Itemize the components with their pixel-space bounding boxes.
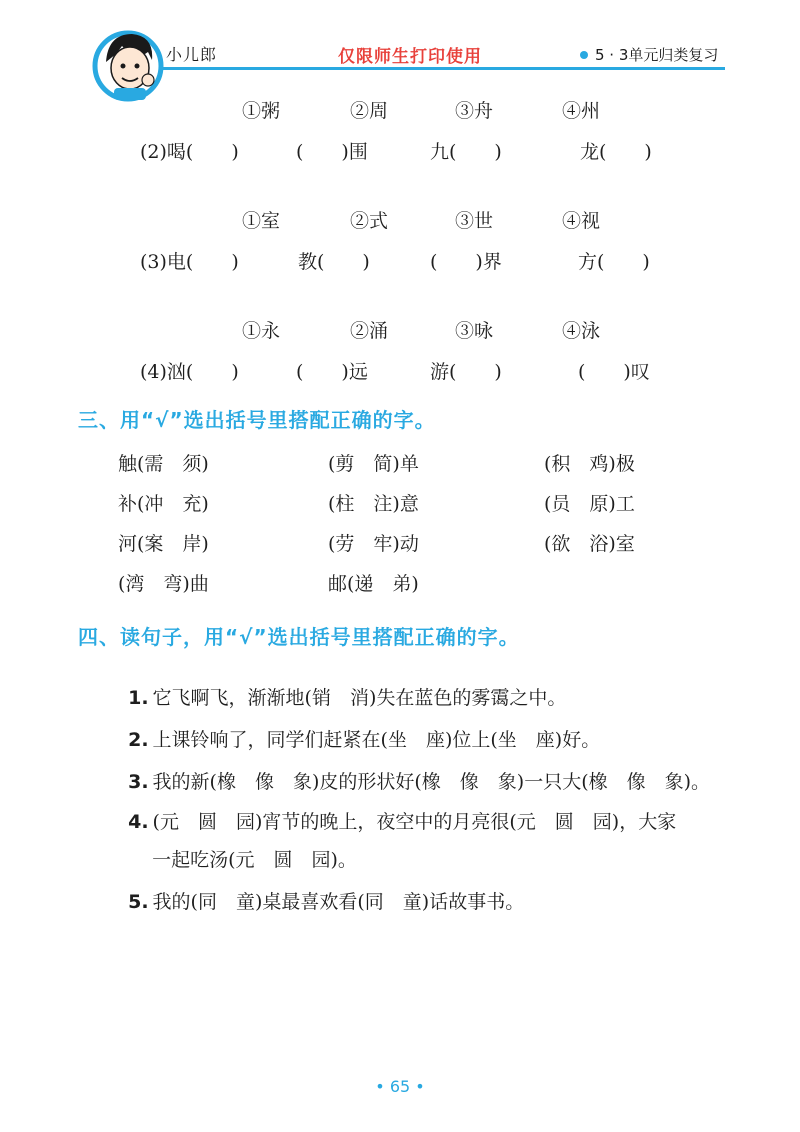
choice-word: (积 鸡)极: [544, 453, 635, 475]
fill-blank-word: ( )叹: [578, 361, 650, 383]
option: ④州: [562, 100, 601, 122]
fill-blank-word: (3)电( ): [140, 251, 239, 273]
print-notice: 仅限师生打印使用: [338, 47, 482, 67]
option: ①永: [242, 320, 281, 342]
option: ④泳: [562, 320, 601, 342]
choice-word: (剪 简)单: [328, 453, 419, 475]
fill-blank-word: 教( ): [298, 251, 370, 273]
choice-word: 河(案 岸): [118, 533, 209, 555]
option: ③世: [455, 210, 494, 232]
sentence-text: 我的新(橡 像 象)皮的形状好(橡 像 象)一只大(橡 像 象)。: [152, 771, 711, 793]
fill-blank-word: 九( ): [430, 141, 502, 163]
fill-blank-word: 游( ): [430, 361, 502, 383]
fill-blank-word: ( )围: [296, 141, 368, 163]
choice-word: (员 原)工: [544, 493, 635, 515]
fill-blank-word: 方( ): [578, 251, 650, 273]
item-number: 3.: [128, 771, 149, 793]
choice-word: 触(需 须): [118, 453, 209, 475]
page-number: • 65 •: [375, 1077, 425, 1096]
brand-name: 小儿郎: [166, 45, 218, 64]
fill-blank-word: (2)喝( ): [140, 141, 239, 163]
option: ①室: [242, 210, 281, 232]
option: ②涌: [350, 320, 389, 342]
bullet-icon: [580, 51, 588, 59]
choice-word: (柱 注)意: [328, 493, 419, 515]
choice-word: (劳 牢)动: [328, 533, 419, 555]
sentence-text: 它飞啊飞，渐渐地(销 消)失在蓝色的雾霭之中。: [152, 687, 567, 709]
choice-word: (欲 浴)室: [544, 533, 635, 555]
item-number: 5.: [128, 891, 149, 913]
sentence-text: (元 圆 园)宵节的晚上，夜空中的月亮很(元 圆 园)，大家: [152, 811, 677, 833]
sentence-text: 上课铃响了，同学们赶紧在(坐 座)位上(坐 座)好。: [152, 729, 601, 751]
option: ③舟: [455, 100, 494, 122]
boy-mascot-icon: [92, 22, 170, 104]
fill-blank-word: ( )界: [430, 251, 502, 273]
sentence-item: [116, 865, 524, 914]
fill-blank-word: 龙( ): [580, 141, 652, 163]
section-3-title: 三、用“√”选出括号里搭配正确的字。: [78, 408, 436, 432]
unit-title: 5 · 3单元归类复习: [595, 46, 719, 64]
option: ③咏: [455, 320, 494, 342]
fill-blank-word: ( )远: [296, 361, 368, 383]
page-header: [0, 0, 800, 110]
option: ②周: [350, 100, 389, 122]
sentence-text: 一起吃汤(元 圆 园)。: [152, 849, 357, 871]
option: ②式: [350, 210, 389, 232]
choice-word: 邮(递 弟): [328, 573, 419, 595]
section-4-title: 四、读句子，用“√”选出括号里搭配正确的字。: [78, 625, 520, 649]
item-number: 1.: [128, 687, 149, 709]
option: ④视: [562, 210, 601, 232]
header-divider: [160, 67, 725, 70]
fill-blank-word: (4)汹( ): [140, 361, 239, 383]
sentence-text: 我的(同 童)桌最喜欢看(同 童)话故事书。: [152, 891, 525, 913]
option: ①粥: [242, 100, 281, 122]
choice-word: (湾 弯)曲: [118, 573, 209, 595]
item-number: 2.: [128, 729, 149, 751]
item-number: 4.: [128, 811, 149, 833]
choice-word: 补(冲 充): [118, 493, 209, 515]
